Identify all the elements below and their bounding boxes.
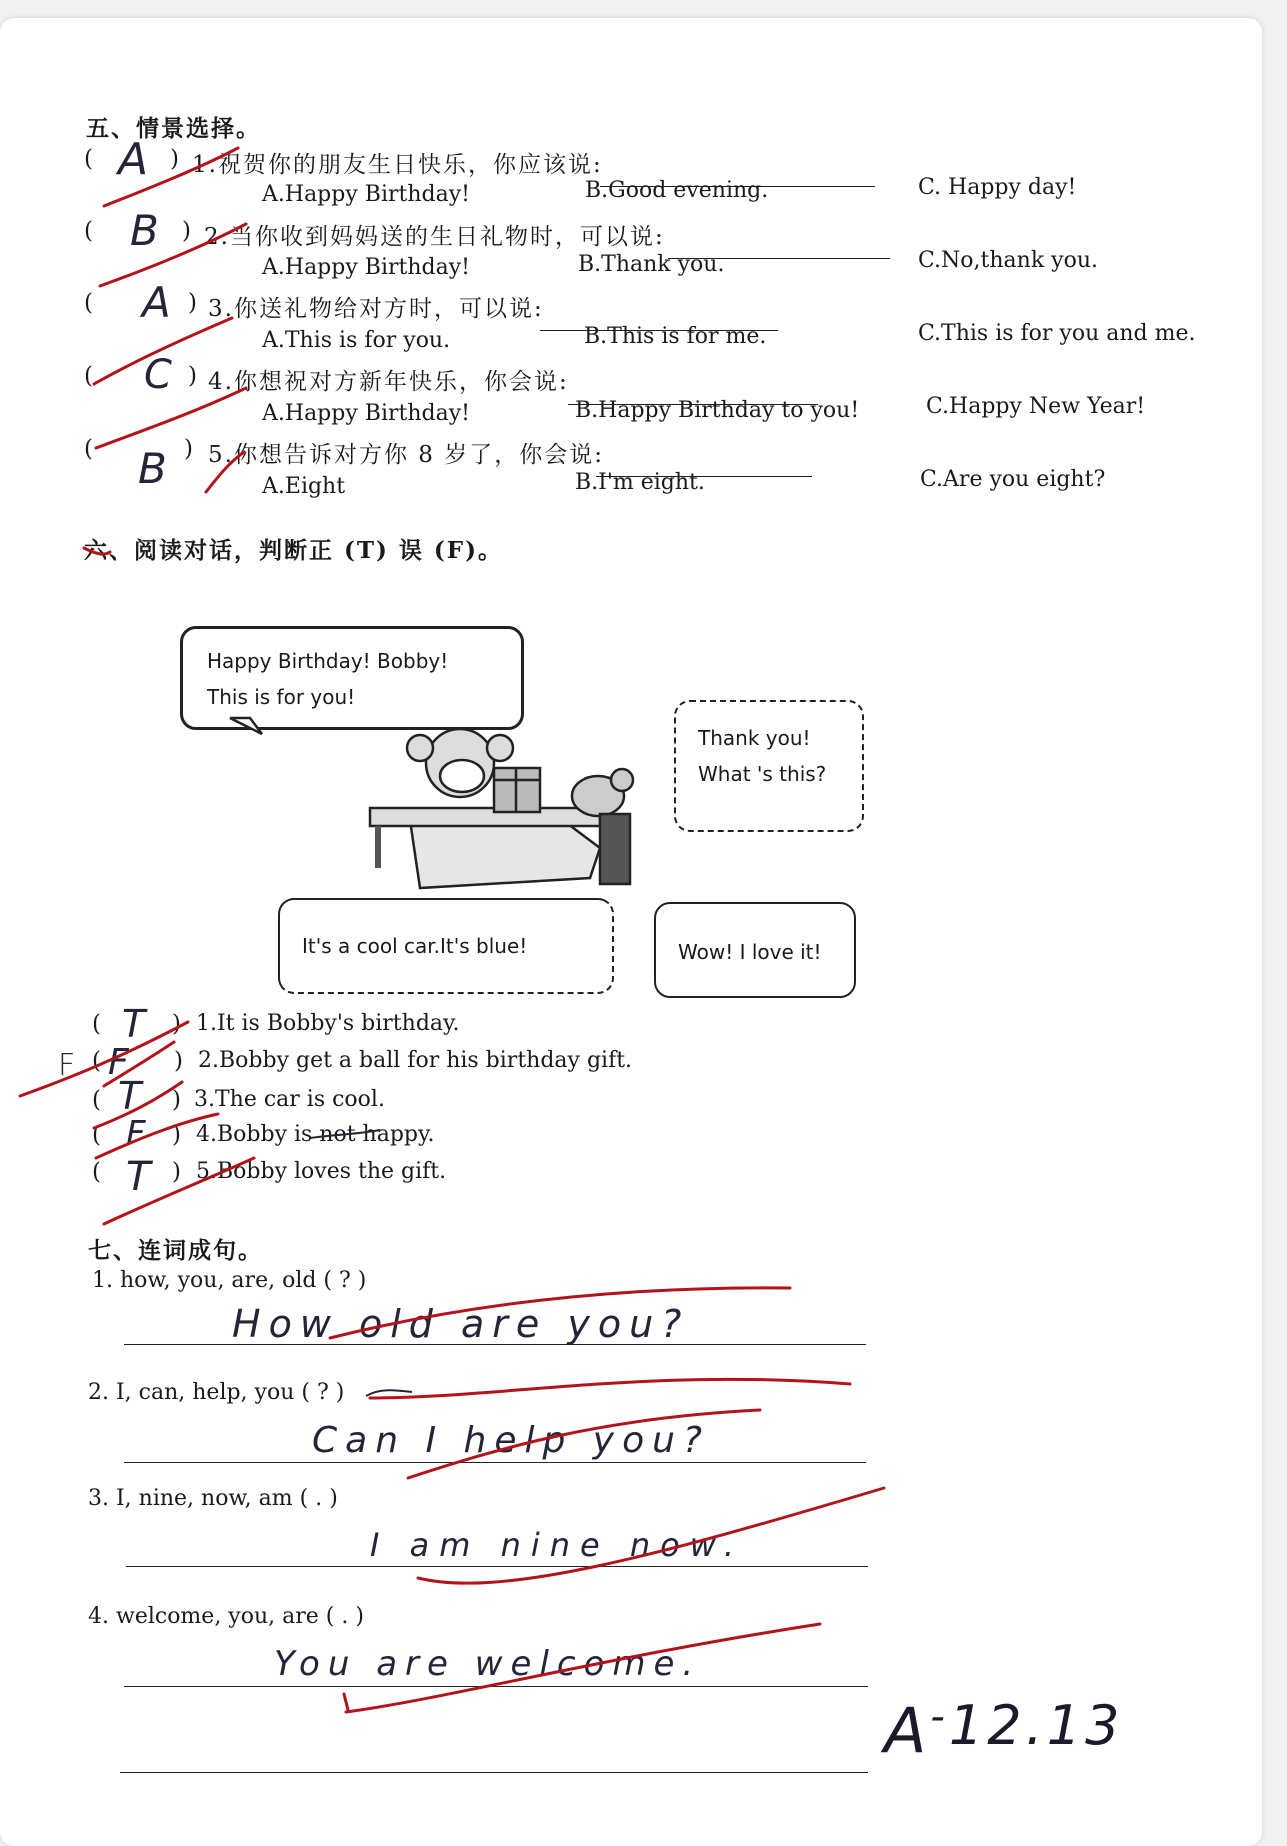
margin-correction-mark: F [58, 1048, 76, 1083]
bubble-text-line: Happy Birthday! Bobby! [207, 649, 449, 673]
handwritten-answer: C [144, 352, 172, 398]
option-b: B.Happy Birthday to you! [575, 398, 860, 423]
answer-paren-open: ( [92, 1048, 101, 1074]
question-text: 5.你想告诉对方你 8 岁了，你会说: [208, 442, 604, 468]
option-c: C.Happy New Year! [926, 394, 1146, 419]
handwritten-sentence: Can I help you? [312, 1420, 711, 1461]
section6-heading: 六、阅读对话，判断正 (T) 误 (F)。 [84, 537, 503, 564]
option-b: B.This is for me. [584, 324, 767, 349]
grade-dash: - [930, 1694, 949, 1740]
answer-paren-open: ( [84, 436, 93, 462]
word-prompt: 2. I, can, help, you ( ? ) [88, 1380, 345, 1405]
answer-paren-close: ) [172, 1011, 181, 1037]
option-c: C.Are you eight? [920, 467, 1106, 492]
answer-paren-open: ( [92, 1087, 101, 1113]
option-a: A.Happy Birthday! [262, 401, 470, 426]
option-c: C. Happy day! [918, 175, 1077, 200]
handwritten-answer: F [108, 1042, 129, 1083]
answer-paren-open: ( [84, 290, 93, 316]
option-b: B.Thank you. [578, 252, 725, 277]
answer-paren-close: ) [172, 1122, 181, 1148]
answer-paren-close: ) [188, 290, 197, 316]
extra-answer-line [120, 1772, 868, 1773]
word-prompt: 3. I, nine, now, am ( . ) [88, 1486, 338, 1511]
section5-heading: 五、情景选择。 [86, 115, 261, 142]
statement-text: 5.Bobby loves the gift. [196, 1159, 447, 1184]
worksheet-page [0, 18, 1262, 1846]
handwritten-sentence: I am nine now. [370, 1526, 745, 1564]
question-text: 1.祝贺你的朋友生日快乐，你应该说: [192, 152, 603, 178]
bubble-text-line: Thank you! [698, 726, 811, 750]
answer-paren-close: ) [188, 363, 197, 389]
answer-paren-close: ) [172, 1087, 181, 1113]
grade-letter: A [884, 1694, 931, 1767]
section7-heading: 七、连词成句。 [88, 1237, 263, 1264]
speech-bubble-wow [654, 902, 856, 998]
answer-line [126, 1566, 868, 1567]
speech-bubble-car [278, 898, 614, 994]
option-b: B.Good evening. [585, 178, 769, 203]
answer-paren-open: ( [84, 146, 93, 172]
option-c: C.No,thank you. [918, 248, 1098, 273]
answer-paren-open: ( [84, 218, 93, 244]
bubble-text-line: Wow! I love it! [678, 940, 822, 964]
answer-paren-close: ) [170, 146, 179, 172]
grade-mark [884, 1694, 1123, 1767]
handwritten-answer: B [138, 444, 167, 493]
speech-bubble-mouse [674, 700, 864, 832]
question-text: 4.你想祝对方新年快乐，你会说: [208, 369, 569, 395]
answer-paren-close: ) [174, 1048, 183, 1074]
handwritten-answer: F [126, 1114, 146, 1154]
bubble-text-line: This is for you! [207, 685, 356, 709]
answer-line [124, 1462, 866, 1463]
statement-text: 2.Bobby get a ball for his birthday gift. [198, 1048, 633, 1073]
statement-text: 3.The car is cool. [194, 1087, 385, 1112]
handwritten-answer: A [142, 278, 171, 327]
cartoon-figures [230, 718, 633, 888]
handwritten-answer: B [130, 206, 159, 255]
word-prompt: 4. welcome, you, are ( . ) [88, 1604, 364, 1629]
bubble-text-line: What 's this? [698, 762, 827, 786]
option-a: A.Eight [262, 474, 346, 499]
answer-paren-close: ) [184, 436, 193, 462]
answer-line [124, 1686, 868, 1687]
word-prompt: 1. how, you, are, old ( ? ) [92, 1268, 367, 1293]
option-a: A.Happy Birthday! [262, 255, 470, 280]
answer-paren-open: ( [92, 1159, 101, 1185]
answer-line [124, 1344, 866, 1345]
answer-paren-close: ) [182, 218, 191, 244]
handwritten-answer: T [126, 1154, 151, 1200]
statement-text: 1.It is Bobby's birthday. [196, 1011, 460, 1036]
option-c: C.This is for you and me. [918, 321, 1196, 346]
handwritten-answer: T [118, 1074, 142, 1118]
handwritten-answer: A [118, 134, 149, 185]
bubble-text-line: It's a cool car.It's blue! [302, 934, 528, 958]
handwritten-answer: T [122, 1002, 146, 1046]
question-text: 3.你送礼物给对方时，可以说: [208, 296, 544, 322]
answer-paren-close: ) [172, 1159, 181, 1185]
statement-text: 4.Bobby is not happy. [196, 1122, 435, 1147]
handwritten-sentence: You are welcome. [274, 1644, 702, 1684]
answer-paren-open: ( [92, 1011, 101, 1037]
grade-date: 12.13 [948, 1694, 1124, 1757]
speech-bubble-monkey [180, 626, 524, 730]
handwritten-sentence: How old are you? [232, 1302, 690, 1346]
option-a: A.Happy Birthday! [262, 182, 470, 207]
answer-paren-open: ( [92, 1122, 101, 1148]
answer-paren-open: ( [84, 363, 93, 389]
option-b: B.I'm eight. [575, 470, 705, 495]
question-text: 2.当你收到妈妈送的生日礼物时，可以说: [204, 224, 665, 250]
option-a: A.This is for you. [262, 328, 451, 353]
